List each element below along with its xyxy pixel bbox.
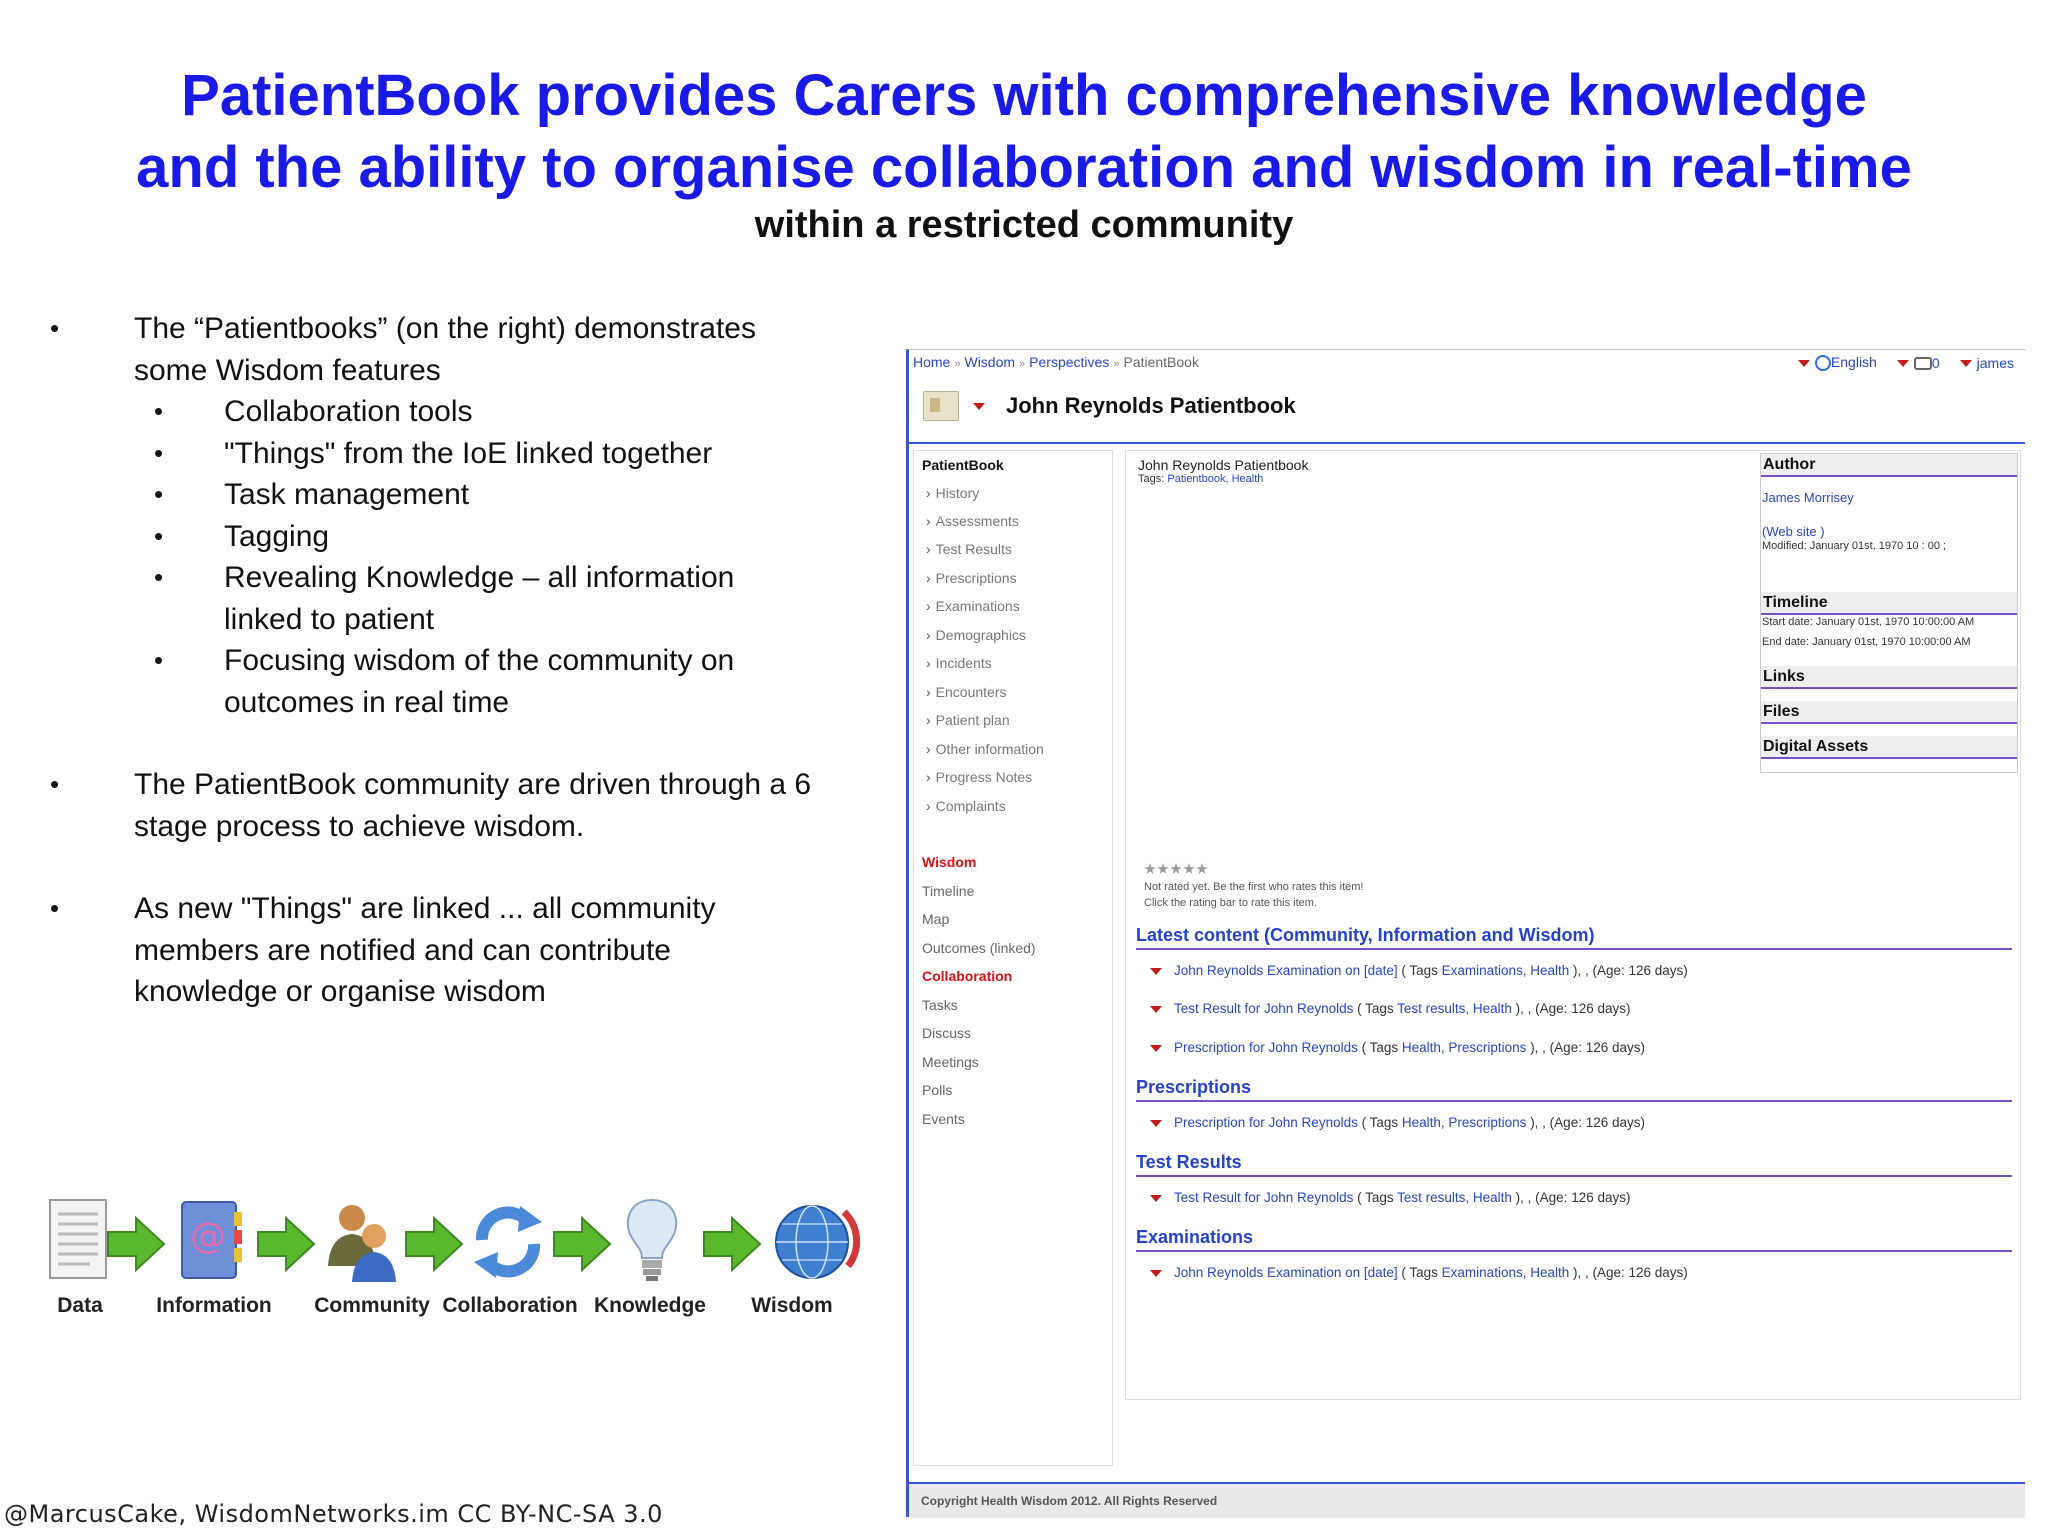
nav-head-wisdom[interactable]: Wisdom xyxy=(922,854,977,870)
expand-icon[interactable] xyxy=(1150,1006,1162,1013)
nav-head-patientbook[interactable]: PatientBook xyxy=(922,457,1004,473)
arrow-right-icon xyxy=(702,1214,762,1274)
content-title: John Reynolds Patientbook xyxy=(1138,457,1309,473)
user-menu[interactable] xyxy=(1960,355,2014,371)
globe-icon xyxy=(1815,355,1831,371)
slide-title xyxy=(0,60,2048,204)
lightbulb-icon xyxy=(612,1196,692,1286)
nav-item-complaints[interactable]: › Complaints xyxy=(926,798,1006,814)
info-digital-assets-heading[interactable]: Digital Assets xyxy=(1761,736,2017,759)
item-link[interactable]: Prescription for John Reynolds xyxy=(1174,1115,1358,1130)
info-box xyxy=(1760,453,2018,773)
header-divider xyxy=(909,442,2025,444)
wisdom-process-flow xyxy=(30,1196,870,1326)
language-label: English xyxy=(1830,354,1877,370)
list-item: John Reynolds Examination on [date] ( Tags Examinations, Health ), , (Age: 126 days) xyxy=(1150,1265,1688,1280)
start-date: Start date: January 01st, 1970 10:00:00 AM xyxy=(1762,616,1975,628)
nav-item-progress-notes[interactable]: › Progress Notes xyxy=(926,769,1032,785)
breadcrumb: Home » Wisdom » Perspectives » PatientBook xyxy=(913,354,1199,370)
rating-bar[interactable] xyxy=(1144,863,1208,875)
sub-bullet: • Tagging xyxy=(50,516,870,558)
dropdown-icon xyxy=(1798,360,1810,367)
rating-note: Not rated yet. Be the first who rates this item! xyxy=(1144,881,1364,893)
nav-item-discuss[interactable]: Discuss xyxy=(922,1025,972,1041)
section-test-results: Test Results xyxy=(1136,1152,2012,1177)
bullet-new-things: • As new "Things" are linked ... all community members are notified and can contribute knowledge or organise wisdom xyxy=(50,888,870,1013)
item-link[interactable]: Test Result for John Reynolds xyxy=(1174,1001,1354,1016)
item-tags[interactable]: Health, Prescriptions xyxy=(1401,1115,1527,1130)
expand-icon[interactable] xyxy=(1150,1045,1162,1052)
section-examinations: Examinations xyxy=(1136,1227,2012,1252)
star-icon[interactable] xyxy=(1196,863,1208,875)
nav-item-tasks[interactable]: Tasks xyxy=(922,997,958,1013)
breadcrumb-wisdom[interactable]: Wisdom xyxy=(964,354,1016,370)
slide-subtitle: within a restricted community xyxy=(754,204,1294,246)
list-item: John Reynolds Examination on [date] ( Tags Examinations, Health ), , (Age: 126 days) xyxy=(1150,963,1688,978)
nav-item-assessments[interactable]: › Assessments xyxy=(926,513,1019,529)
expand-icon[interactable] xyxy=(1150,968,1162,975)
flow-label-wisdom: Wisdom xyxy=(751,1294,833,1317)
dropdown-icon xyxy=(1897,360,1909,367)
sub-bullet: • "Things" from the IoE linked together xyxy=(50,433,870,475)
breadcrumb-home[interactable]: Home xyxy=(913,354,951,370)
item-tags[interactable]: Test results, Health xyxy=(1397,1001,1512,1016)
nav-item-test-results[interactable]: › Test Results xyxy=(926,541,1012,557)
expand-icon[interactable] xyxy=(1150,1270,1162,1277)
nav-item-polls[interactable]: Polls xyxy=(922,1082,953,1098)
list-item: Prescription for John Reynolds ( Tags Health, Prescriptions ), , (Age: 126 days) xyxy=(1150,1040,1645,1055)
license-credit: @MarcusCake, WisdomNetworks.im CC BY-NC-SA 3.0 xyxy=(4,1500,663,1528)
item-tags[interactable]: Examinations, Health xyxy=(1441,1265,1570,1280)
arrow-right-icon xyxy=(552,1214,612,1274)
nav-item-encounters[interactable]: › Encounters xyxy=(926,684,1007,700)
info-author-heading: Author xyxy=(1761,454,2017,477)
item-tags[interactable]: Test results, Health xyxy=(1397,1190,1512,1205)
main-content xyxy=(1125,450,2021,1400)
nav-item-prescriptions[interactable]: › Prescriptions xyxy=(926,570,1017,586)
page-menu-dropdown-icon[interactable] xyxy=(973,403,985,410)
breadcrumb-perspectives[interactable]: Perspectives xyxy=(1029,354,1110,370)
user-name: james xyxy=(1976,354,2014,371)
nav-item-outcomes[interactable]: Outcomes (linked) xyxy=(922,940,1036,956)
end-date: End date: January 01st, 1970 10:00:00 AM xyxy=(1762,636,1971,648)
tag-links[interactable]: Patientbook, Health xyxy=(1167,473,1264,485)
list-item: Test Result for John Reynolds ( Tags Test results, Health ), , (Age: 126 days) xyxy=(1150,1001,1630,1016)
svg-text:@: @ xyxy=(190,1216,226,1257)
flow-label-collaboration: Collaboration xyxy=(442,1294,578,1317)
title-line-2: and the ability to organise collaboration and wisdom in real-time xyxy=(136,135,1912,200)
nav-item-incidents[interactable]: › Incidents xyxy=(926,655,992,671)
item-link[interactable]: Test Result for John Reynolds xyxy=(1174,1190,1354,1205)
top-right-controls xyxy=(1798,354,2014,371)
item-tags[interactable]: Examinations, Health xyxy=(1441,963,1570,978)
star-icon[interactable] xyxy=(1183,863,1195,875)
people-icon xyxy=(322,1196,402,1286)
info-files-heading[interactable]: Files xyxy=(1761,701,2017,724)
nav-item-meetings[interactable]: Meetings xyxy=(922,1054,979,1070)
item-link[interactable]: John Reynolds Examination on [date] xyxy=(1174,1265,1398,1280)
info-timeline-heading: Timeline xyxy=(1761,592,2017,615)
info-links-heading[interactable]: Links xyxy=(1761,666,2017,689)
flow-label-information: Information xyxy=(156,1294,272,1317)
sub-bullet: • Revealing Knowledge – all information linked to patient xyxy=(50,557,870,640)
refresh-icon xyxy=(468,1196,548,1286)
author-link[interactable]: James Morrisey xyxy=(1762,490,1854,505)
patientbook-web-screenshot xyxy=(906,349,2026,1517)
nav-head-collaboration[interactable]: Collaboration xyxy=(922,968,1013,984)
nav-item-demographics[interactable]: › Demographics xyxy=(926,627,1026,643)
sub-bullet: • Focusing wisdom of the community on outcomes in real time xyxy=(50,640,870,723)
nav-item-history[interactable]: › History xyxy=(926,485,979,501)
star-icon[interactable] xyxy=(1157,863,1169,875)
patientbook-icon xyxy=(923,391,959,421)
bullet-six-stage: • The PatientBook community are driven through a 6 stage process to achieve wisdom. xyxy=(50,764,870,847)
language-selector[interactable] xyxy=(1798,354,1877,371)
flow-label-knowledge: Knowledge xyxy=(593,1294,706,1317)
sub-bullet: • Task management xyxy=(50,474,870,516)
section-latest-content: Latest content (Community, Information and Wisdom) xyxy=(1136,925,2012,950)
flow-label-community: Community xyxy=(314,1294,430,1317)
page-header xyxy=(923,386,1296,426)
arrow-right-icon xyxy=(106,1214,166,1274)
content-tags: Tags: Patientbook, Health xyxy=(1138,473,1264,485)
item-tags[interactable]: Health, Prescriptions xyxy=(1401,1040,1527,1055)
nav-item-other-information[interactable]: › Other information xyxy=(926,741,1044,757)
bullet-patientbooks: • The “Patientbooks” (on the right) demonstrates some Wisdom features xyxy=(50,308,870,391)
nav-item-events[interactable]: Events xyxy=(922,1111,965,1127)
chat-bubble-icon xyxy=(1914,357,1932,370)
messages-selector[interactable] xyxy=(1897,355,1940,371)
nav-item-map[interactable]: Map xyxy=(922,911,950,927)
star-icon[interactable] xyxy=(1170,863,1182,875)
site-copyright: Copyright Health Wisdom 2012. All Rights Reserved xyxy=(909,1482,2025,1518)
nav-item-examinations[interactable]: › Examinations xyxy=(926,598,1020,614)
breadcrumb-current: PatientBook xyxy=(1123,354,1199,370)
dropdown-icon xyxy=(1960,360,1972,367)
flow-label-data: Data xyxy=(57,1294,103,1317)
rating-hint: Click the rating bar to rate this item. xyxy=(1144,897,1318,909)
expand-icon[interactable] xyxy=(1150,1120,1162,1127)
bullet-list xyxy=(50,308,870,1013)
website-link[interactable]: (Web site ) xyxy=(1762,524,1825,539)
list-item: Test Result for John Reynolds ( Tags Test results, Health ), , (Age: 126 days) xyxy=(1150,1190,1630,1205)
globe-icon xyxy=(770,1196,860,1286)
modified-date: Modified: January 01st, 1970 10 : 00 ; xyxy=(1762,540,1947,552)
arrow-right-icon xyxy=(256,1214,316,1274)
item-link[interactable]: John Reynolds Examination on [date] xyxy=(1174,963,1398,978)
arrow-right-icon xyxy=(404,1214,464,1274)
side-navigation xyxy=(913,450,1113,1466)
list-item: Prescription for John Reynolds ( Tags Health, Prescriptions ), , (Age: 126 days) xyxy=(1150,1115,1645,1130)
title-line-1: PatientBook provides Carers with comprehensive knowledge xyxy=(181,63,1867,128)
page-title: John Reynolds Patientbook xyxy=(1006,393,1296,418)
nav-item-timeline[interactable]: Timeline xyxy=(922,883,975,899)
item-link[interactable]: Prescription for John Reynolds xyxy=(1174,1040,1358,1055)
expand-icon[interactable] xyxy=(1150,1195,1162,1202)
section-prescriptions: Prescriptions xyxy=(1136,1077,2012,1102)
nav-item-patient-plan[interactable]: › Patient plan xyxy=(926,712,1010,728)
messages-count: 0 xyxy=(1931,354,1940,371)
sub-bullet: • Collaboration tools xyxy=(50,391,870,433)
star-icon[interactable] xyxy=(1144,863,1156,875)
address-book-icon xyxy=(170,1196,250,1286)
